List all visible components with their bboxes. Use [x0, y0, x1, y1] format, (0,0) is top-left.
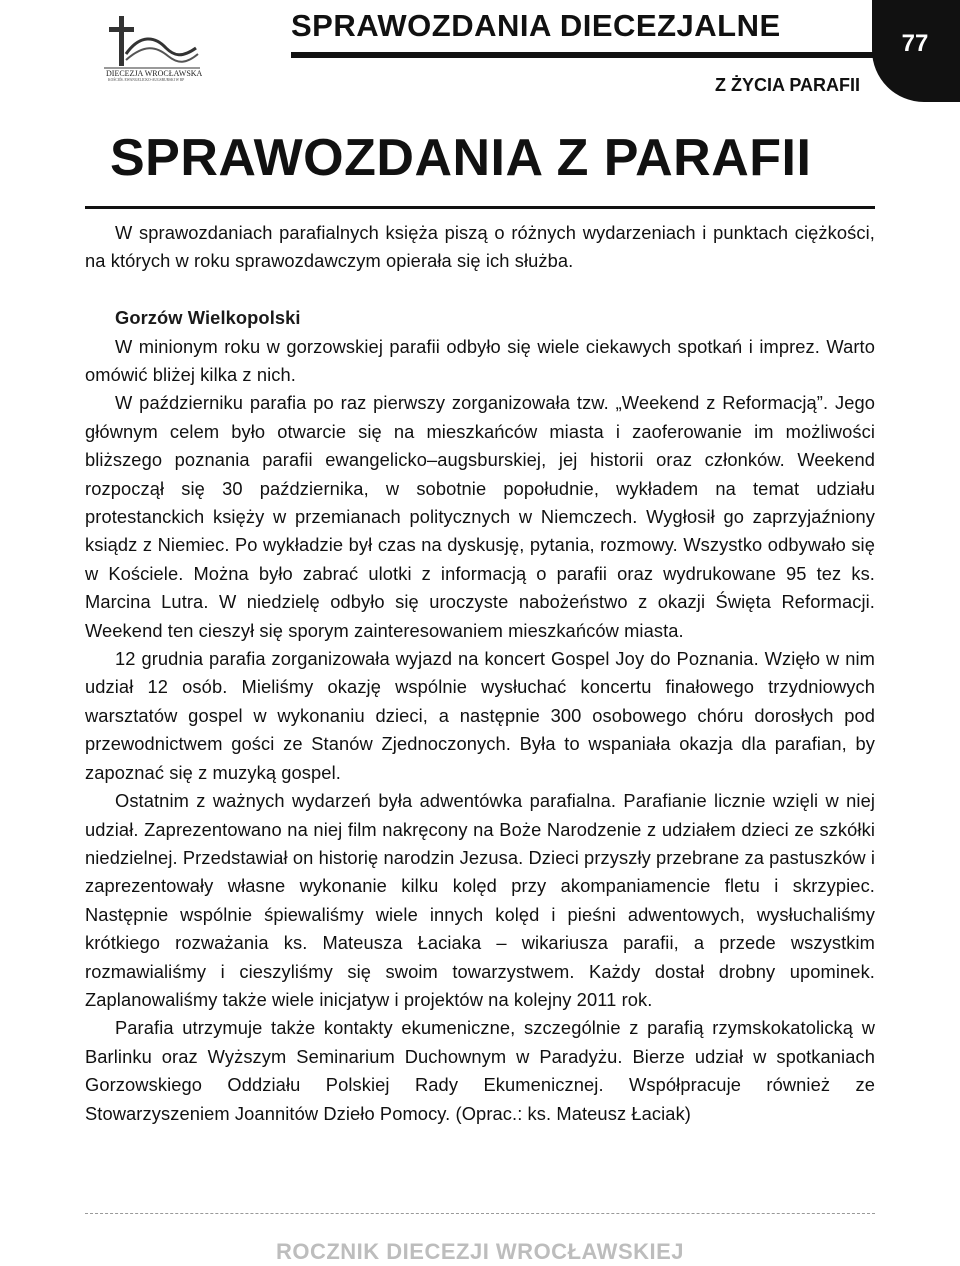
header-divider [291, 52, 901, 58]
diocese-cross-wave-icon [100, 14, 202, 82]
article-title: SPRAWOZDANIA Z PARAFII [110, 129, 812, 187]
section-heading: Gorzów Wielkopolski [115, 307, 301, 329]
logo-tagline: KOŚCIÓŁ EWANGELICKO-AUGSBURSKI W RP [108, 78, 185, 82]
body-paragraph: W minionym roku w gorzowskiej parafii odbyło się wiele ciekawych spotkań i imprez. Warto omówić bliżej kilka z nich. [85, 335, 875, 386]
logo-name: DIECEZJA WROCŁAWSKA [106, 69, 202, 78]
running-header-title: SPRAWOZDANIA DIECEZJALNE [291, 8, 781, 43]
running-header-section: Z ŻYCIA PARAFII [715, 75, 860, 95]
body-paragraph: 12 grudnia parafia zorganizowała wyjazd na koncert Gospel Joy do Poznania. Wzięło w nim udział 12 osób. Mieliśmy okazję wspólnie wysłuchać koncertu finałowego trzydniowych warsztatów gospel w wykonaniu dzieci, a następnie 300 osobowego chóru dorosłych pod przewodnictwem gości ze Stanów Zjednoczonych. Była to wspaniała okazja dla parafian, by zapoznać się z muzyką gospel. [85, 648, 875, 783]
title-divider [85, 206, 875, 209]
body-paragraph: Parafia utrzymuje także kontakty ekumeniczne, szczególnie z parafią rzymskokatolicką w Barlinku oraz Wyższym Seminarium Duchownym w Paradyżu. Bierze udział w spotkaniach Gorzowskiego Oddziału Polskiej Rady Ekumenicznej. Współpracuje również ze Stowarzyszeniem Joannitów Dzieło Pomocy. (Oprac.: ks. Mateusz Łaciak) [85, 1017, 875, 1124]
footer-publication-title: ROCZNIK DIECEZJI WROCŁAWSKIEJ [275, 1239, 685, 1264]
diocese-logo [100, 14, 202, 82]
body-paragraph: W październiku parafia po raz pierwszy zorganizowała tzw. „Weekend z Reformacją”. Jego głównym celem było otwarcie się na mieszkańców miasta i zaoferowanie im możliwości bliższego poznania parafii ewangelicko–augsburskiej, jej historii oraz członków. Weekend rozpoczął się 30 października, w sobotnie popołudnie, wykładem na temat udziału protestanckich księży w przemianach politycznych w Niemczech. Wygłosił go zaprzyjaźniony ksiądz z Niemiec. Po wykładzie był czas na dyskusję, pytania, rozmowy. Wszystko odbywało się w Kościele. Można było zabrać ulotki z informacją o parafii oraz wydrukowane 95 tez ks. Marcina Lutra. W niedzielę odbyło się uroczyste nabożeństwo z okazji Święta Reformacji. Weekend ten cieszył się sporym zainteresowaniem mieszkańców miasta. [85, 392, 875, 641]
page-number: 77 [901, 30, 929, 57]
body-paragraph: Ostatnim z ważnych wydarzeń była adwentówka parafialna. Parafianie licznie wzięli w niej udział. Zaprezentowano na niej film nakręcony na Boże Narodzenie z udziałem dzieci ze szkółki niedzielnej. Przedstawiał on historię narodzin Jezusa. Dzieci przyszły przebrane za pastuszków i zaprezentowały własne wykonanie kilku kolęd przy akompaniamencie fletu i skrzypiec. Następnie wspólnie śpiewaliśmy wiele innych kolęd i pieśni adwentowych, wysłuchaliśmy krótkiego rozważania ks. Mateusza Łaciaka – wikariusza parafii, a przede wszystkim rozmawialiśmy i cieszyliśmy się swoim towarzystwem. Każdy dostał drobny upominek. Zaplanowaliśmy także wiele inicjatyw i projektów na kolejny 2011 rok. [85, 790, 875, 1010]
article-body [85, 219, 875, 1128]
footer-divider [85, 1213, 875, 1214]
intro-paragraph: W sprawozdaniach parafialnych księża piszą o różnych wydarzeniach i punktach ciężkości, na których w roku sprawozdawczym opierała się ich służba. [85, 222, 875, 272]
